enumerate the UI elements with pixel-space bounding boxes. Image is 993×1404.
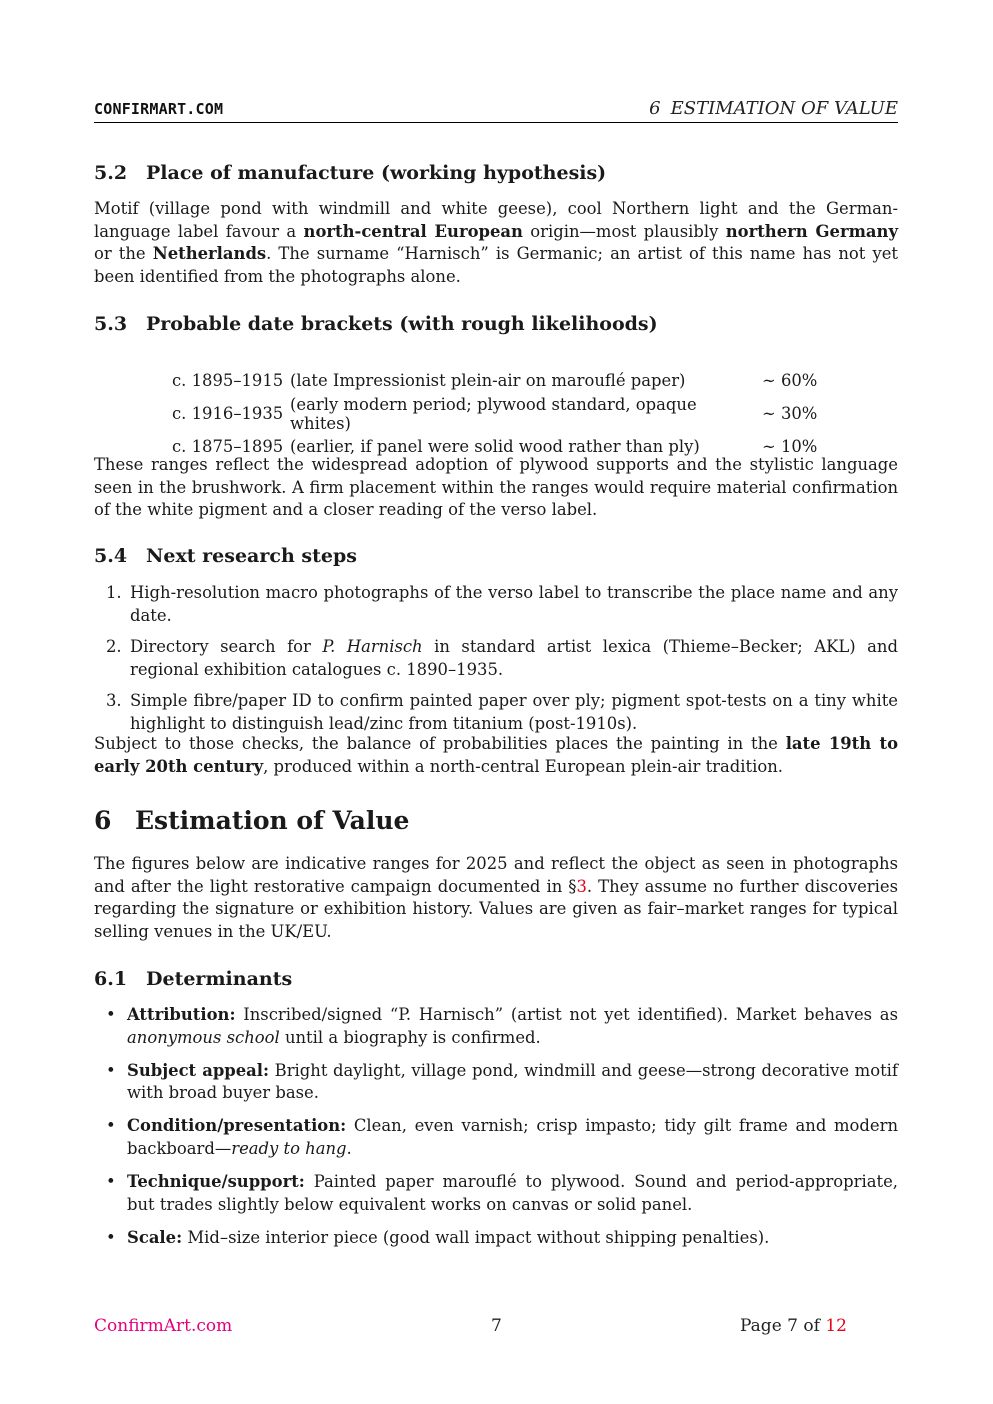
date-description: (early modern period; plywood standard, opaque whites) — [290, 394, 697, 433]
artist-name: P. Harnisch — [322, 637, 423, 657]
bold-term: late 19th to early 20th century — [94, 734, 899, 776]
list-item — [94, 1115, 898, 1160]
bold-term: northern Germany — [725, 221, 898, 241]
list-number: 1. — [106, 583, 122, 602]
determinants-list — [94, 1004, 898, 1260]
bullet-icon: • — [106, 1172, 116, 1192]
list-item — [94, 1060, 898, 1105]
section-number: 6.1 — [94, 968, 128, 990]
item-label: Condition/presentation: — [127, 1116, 347, 1136]
text-run: , produced within a north-central European plein-air tradition. — [263, 756, 783, 776]
date-description: (earlier, if panel were solid wood rather than ply) — [290, 436, 700, 456]
section-heading-5-3 — [94, 313, 898, 335]
item-label: Attribution: — [127, 1005, 236, 1024]
section-title: Place of manufacture (working hypothesis) — [146, 162, 607, 184]
section-number: 5.2 — [94, 162, 128, 184]
list-text: Simple fibre/paper ID to confirm painted paper over ply; pigment spot-tests on a tiny white highlight to distinguish lead/zinc from titanium (post-1910s). — [130, 691, 898, 733]
date-brackets-table — [172, 367, 817, 460]
item-emphasis: ready to hang — [231, 1138, 347, 1158]
bullet-icon: • — [106, 1116, 116, 1136]
footer-site-link[interactable]: ConfirmArt.com — [94, 1316, 233, 1336]
header-section — [649, 98, 898, 119]
bullet-icon: • — [106, 1227, 116, 1247]
item-text: until a biography is confirmed. — [279, 1027, 541, 1047]
research-steps-list — [94, 582, 898, 745]
list-text: in standard artist lexica (Thieme–Becker; AKL) and regional exhibition catalogues c. 1890–1935. — [130, 637, 898, 679]
text-run: . They assume no further discoveries regarding the signature or exhibition history. Values are given as fair–market ranges for typical selling venues in the UK/EU. — [94, 876, 898, 941]
section-title: Probable date brackets (with rough likelihoods) — [146, 313, 658, 335]
text-run: The figures below are indicative ranges for 2025 and reflect the object as seen in photographs and after the light restorative campaign documented in § — [94, 854, 898, 896]
item-label: Subject appeal: — [127, 1060, 270, 1080]
list-text: High-resolution macro photographs of the verso label to transcribe the place name and any date. — [130, 583, 898, 625]
list-number: 2. — [106, 637, 122, 657]
item-emphasis: anonymous school — [127, 1027, 280, 1047]
list-item — [94, 690, 898, 735]
section-number: 6 — [94, 806, 112, 835]
list-item — [94, 636, 898, 681]
date-description: (late Impressionist plein-air on marouflé paper) — [290, 371, 686, 391]
header-section-number: 6 — [649, 98, 661, 119]
footer-page-number: 7 — [491, 1316, 502, 1336]
item-text: Clean, even varnish; crisp impasto; tidy gilt frame and modern backboard— — [127, 1116, 898, 1158]
list-item — [94, 1004, 898, 1049]
section-title: Next research steps — [146, 545, 357, 567]
item-text: Mid–size interior piece (good wall impact without shipping penalties). — [182, 1227, 770, 1247]
date-range: c. 1875–1895 — [172, 436, 284, 456]
running-header — [94, 98, 898, 123]
section-title: Estimation of Value — [135, 806, 410, 835]
text-run: Motif (village pond with windmill and white geese), cool Northern light and the German-language label favour a — [94, 199, 898, 241]
item-text: . — [346, 1138, 352, 1158]
footer-page-count — [740, 1316, 847, 1336]
paragraph-place-of-manufacture — [94, 198, 898, 288]
header-section-title: ESTIMATION OF VALUE — [670, 98, 898, 119]
table-row — [172, 395, 817, 433]
list-item — [94, 582, 898, 627]
text-run: origin—most plausibly — [522, 221, 726, 241]
section-number: 5.3 — [94, 313, 128, 335]
bold-term: north-central European — [303, 221, 523, 241]
text-run: . The surname “Harnisch” is Germanic; an artist of this name has not yet been identified from the photographs alone. — [94, 244, 899, 286]
section-reference-link[interactable]: 3 — [576, 876, 587, 896]
list-text: Directory search for — [130, 637, 323, 657]
paragraph-conclusion — [94, 733, 898, 778]
paragraph-date-ranges — [94, 454, 898, 522]
text-run: or the — [94, 244, 153, 264]
section-number: 5.4 — [94, 545, 128, 567]
section-title: Determinants — [146, 968, 293, 990]
paragraph-text: These ranges reflect the widespread adoption of plywood supports and the stylistic language seen in the brushwork. A firm placement within the ranges would require material confirmation of the white pigment and a closer reading of the verso label. — [94, 455, 898, 520]
total-pages-link[interactable]: 12 — [825, 1316, 847, 1336]
list-number: 3. — [106, 691, 122, 711]
paragraph-value-intro — [94, 853, 898, 943]
item-text: Painted paper marouflé to plywood. Sound and period-appropriate, but trades slightly below equivalent works on canvas or solid panel. — [127, 1172, 898, 1214]
bullet-icon: • — [106, 1060, 116, 1080]
item-text: Inscribed/signed “P. Harnisch” (artist not yet identified). Market behaves as — [235, 1005, 898, 1024]
table-row — [172, 367, 817, 395]
list-item — [94, 1171, 898, 1216]
bullet-icon: • — [106, 1005, 116, 1024]
text-run: Subject to those checks, the balance of probabilities places the painting in the — [94, 734, 786, 753]
item-label: Scale: — [127, 1227, 183, 1247]
date-range: c. 1895–1915 — [172, 371, 284, 391]
section-heading-6-1 — [94, 968, 898, 990]
likelihood: ∼ 30% — [762, 404, 818, 423]
site-logo: CONFIRMART.COM — [94, 100, 224, 118]
item-label: Technique/support: — [127, 1172, 305, 1192]
bold-term: Netherlands — [152, 244, 267, 264]
date-range: c. 1916–1935 — [172, 404, 284, 423]
section-heading-6 — [94, 806, 898, 835]
page-label: Page 7 of — [740, 1316, 826, 1336]
section-heading-5-2 — [94, 162, 898, 184]
list-item — [94, 1227, 898, 1250]
likelihood: ∼ 10% — [762, 436, 818, 456]
section-heading-5-4 — [94, 545, 898, 567]
item-text: Bright daylight, village pond, windmill and geese—strong decorative motif with broad buyer base. — [127, 1060, 898, 1103]
likelihood: ∼ 60% — [762, 371, 818, 391]
